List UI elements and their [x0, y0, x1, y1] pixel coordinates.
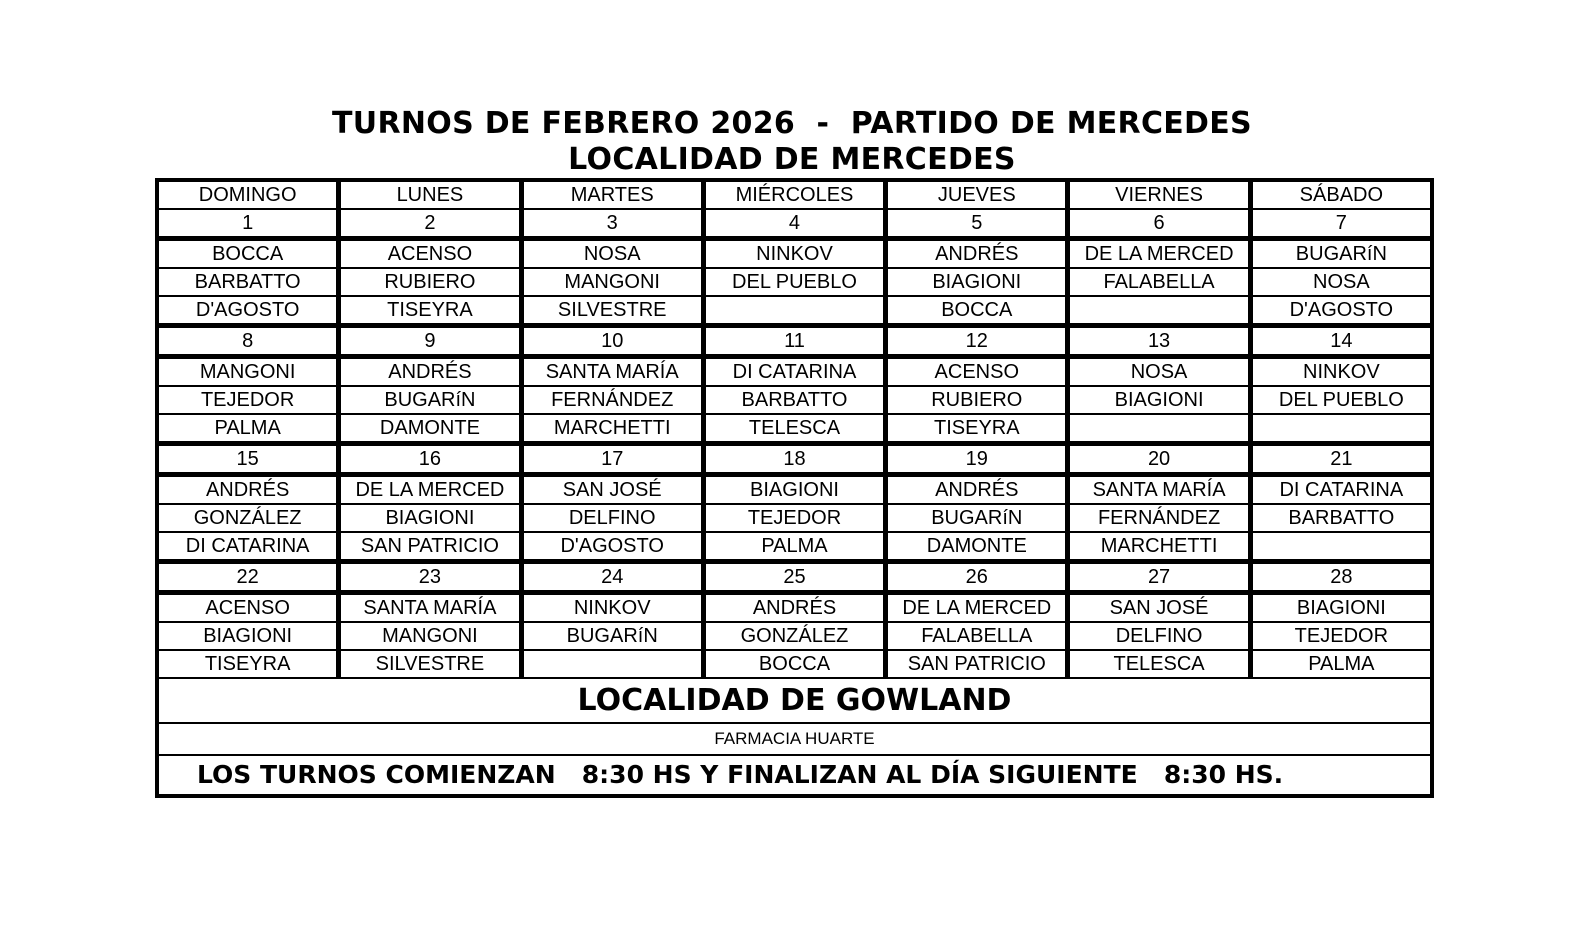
day-column	[341, 182, 518, 677]
date-cell: 19	[888, 446, 1065, 472]
pharmacy-cell: DE LA MERCED	[888, 595, 1065, 621]
pharmacy-cell: NINKOV	[706, 241, 883, 267]
pharmacy-cell: MARCHETTI	[1070, 533, 1247, 559]
pharmacy-cell: MANGONI	[341, 623, 518, 649]
pharmacy-cell: TELESCA	[706, 415, 883, 441]
date-cell: 20	[1070, 446, 1247, 472]
pharmacy-cell: BIAGIONI	[341, 505, 518, 531]
date-cell: 21	[1253, 446, 1430, 472]
pharmacy-cell: BIAGIONI	[1253, 595, 1430, 621]
date-cell: 3	[524, 210, 701, 236]
pharmacy-cell: ANDRÉS	[888, 241, 1065, 267]
pharmacy-cell: BOCCA	[706, 651, 883, 677]
pharmacy-cell: GONZÁLEZ	[706, 623, 883, 649]
pharmacy-cell: FALABELLA	[888, 623, 1065, 649]
pharmacy-cell: ACENSO	[888, 359, 1065, 385]
pharmacy-cell: SILVESTRE	[341, 651, 518, 677]
pharmacy-cell: ANDRÉS	[706, 595, 883, 621]
day-column	[159, 182, 336, 677]
pharmacy-cell: SANTA MARÍA	[1070, 477, 1247, 503]
pharmacy-cell: DE LA MERCED	[1070, 241, 1247, 267]
pharmacy-cell: DE LA MERCED	[341, 477, 518, 503]
pharmacy-cell: ACENSO	[159, 595, 336, 621]
pharmacy-cell: D'AGOSTO	[524, 533, 701, 559]
pharmacy-cell	[1070, 297, 1247, 323]
pharmacy-cell: BUGARíN	[341, 387, 518, 413]
day-header: DOMINGO	[159, 182, 336, 208]
pharmacy-cell: NOSA	[1070, 359, 1247, 385]
date-cell: 28	[1253, 564, 1430, 590]
gowland-heading: LOCALIDAD DE GOWLAND	[159, 679, 1430, 722]
day-header: MIÉRCOLES	[706, 182, 883, 208]
date-cell: 27	[1070, 564, 1247, 590]
pharmacy-cell: SANTA MARÍA	[524, 359, 701, 385]
day-column	[1070, 182, 1247, 677]
date-cell: 6	[1070, 210, 1247, 236]
pharmacy-cell: ANDRÉS	[888, 477, 1065, 503]
date-cell: 10	[524, 328, 701, 354]
pharmacy-cell: MARCHETTI	[524, 415, 701, 441]
date-cell: 14	[1253, 328, 1430, 354]
pharmacy-cell: SANTA MARÍA	[341, 595, 518, 621]
date-cell: 9	[341, 328, 518, 354]
pharmacy-cell: BIAGIONI	[888, 269, 1065, 295]
date-cell: 2	[341, 210, 518, 236]
pharmacy-cell: DELFINO	[1070, 623, 1247, 649]
pharmacy-cell: BARBATTO	[1253, 505, 1430, 531]
pharmacy-cell: BUGARíN	[888, 505, 1065, 531]
date-cell: 5	[888, 210, 1065, 236]
pharmacy-cell	[1253, 415, 1430, 441]
day-column	[1253, 182, 1430, 677]
pharmacy-cell: DI CATARINA	[1253, 477, 1430, 503]
pharmacy-cell: BIAGIONI	[159, 623, 336, 649]
pharmacy-cell: FERNÁNDEZ	[1070, 505, 1247, 531]
page-title: TURNOS DE FEBRERO 2026 - PARTIDO DE MERCEDES	[332, 106, 1252, 141]
date-cell: 11	[706, 328, 883, 354]
pharmacy-cell: ACENSO	[341, 241, 518, 267]
pharmacy-cell: DEL PUEBLO	[1253, 387, 1430, 413]
pharmacy-cell: BIAGIONI	[1070, 387, 1247, 413]
schedule-table	[155, 178, 1434, 798]
pharmacy-cell: BOCCA	[159, 241, 336, 267]
pharmacy-cell: PALMA	[159, 415, 336, 441]
pharmacy-cell: ANDRÉS	[159, 477, 336, 503]
pharmacy-cell: BUGARíN	[524, 623, 701, 649]
day-header: SÁBADO	[1253, 182, 1430, 208]
pharmacy-cell: TISEYRA	[888, 415, 1065, 441]
date-cell: 4	[706, 210, 883, 236]
pharmacy-cell: BIAGIONI	[706, 477, 883, 503]
page-subtitle: LOCALIDAD DE MERCEDES	[568, 142, 1016, 177]
pharmacy-cell: DELFINO	[524, 505, 701, 531]
pharmacy-cell	[524, 651, 701, 677]
day-header: MARTES	[524, 182, 701, 208]
pharmacy-cell: MANGONI	[159, 359, 336, 385]
pharmacy-cell: BOCCA	[888, 297, 1065, 323]
date-cell: 1	[159, 210, 336, 236]
date-cell: 8	[159, 328, 336, 354]
pharmacy-cell: NOSA	[1253, 269, 1430, 295]
pharmacy-cell: PALMA	[706, 533, 883, 559]
day-column	[524, 182, 701, 677]
day-column	[706, 182, 883, 677]
calendar-grid	[159, 182, 1430, 677]
pharmacy-cell: FERNÁNDEZ	[524, 387, 701, 413]
pharmacy-cell: TELESCA	[1070, 651, 1247, 677]
date-cell: 12	[888, 328, 1065, 354]
pharmacy-cell	[706, 297, 883, 323]
pharmacy-cell: BARBATTO	[706, 387, 883, 413]
pharmacy-cell: NINKOV	[524, 595, 701, 621]
pharmacy-cell: PALMA	[1253, 651, 1430, 677]
date-cell: 26	[888, 564, 1065, 590]
date-cell: 17	[524, 446, 701, 472]
pharmacy-cell: TEJEDOR	[159, 387, 336, 413]
date-cell: 16	[341, 446, 518, 472]
pharmacy-cell: SAN JOSÉ	[524, 477, 701, 503]
pharmacy-cell: SAN PATRICIO	[888, 651, 1065, 677]
date-cell: 18	[706, 446, 883, 472]
pharmacy-cell: MANGONI	[524, 269, 701, 295]
pharmacy-cell: DAMONTE	[888, 533, 1065, 559]
pharmacy-cell	[1253, 533, 1430, 559]
day-header: LUNES	[341, 182, 518, 208]
pharmacy-cell: NOSA	[524, 241, 701, 267]
pharmacy-cell: RUBIERO	[888, 387, 1065, 413]
date-cell: 25	[706, 564, 883, 590]
day-column	[888, 182, 1065, 677]
pharmacy-cell	[1070, 415, 1247, 441]
pharmacy-cell: DI CATARINA	[706, 359, 883, 385]
pharmacy-cell: FALABELLA	[1070, 269, 1247, 295]
pharmacy-cell: DI CATARINA	[159, 533, 336, 559]
pharmacy-cell: DAMONTE	[341, 415, 518, 441]
date-cell: 24	[524, 564, 701, 590]
pharmacy-cell: TISEYRA	[159, 651, 336, 677]
pharmacy-cell: D'AGOSTO	[159, 297, 336, 323]
pharmacy-cell: SAN PATRICIO	[341, 533, 518, 559]
gowland-pharmacy: FARMACIA HUARTE	[159, 724, 1430, 754]
pharmacy-cell: RUBIERO	[341, 269, 518, 295]
pharmacy-cell: DEL PUEBLO	[706, 269, 883, 295]
day-header: VIERNES	[1070, 182, 1247, 208]
pharmacy-cell: NINKOV	[1253, 359, 1430, 385]
day-header: JUEVES	[888, 182, 1065, 208]
pharmacy-cell: BARBATTO	[159, 269, 336, 295]
date-cell: 23	[341, 564, 518, 590]
pharmacy-cell: SILVESTRE	[524, 297, 701, 323]
pharmacy-cell: D'AGOSTO	[1253, 297, 1430, 323]
date-cell: 7	[1253, 210, 1430, 236]
pharmacy-cell: TEJEDOR	[1253, 623, 1430, 649]
pharmacy-cell: SAN JOSÉ	[1070, 595, 1247, 621]
pharmacy-cell: TISEYRA	[341, 297, 518, 323]
date-cell: 15	[159, 446, 336, 472]
hours-note: LOS TURNOS COMIENZAN 8:30 HS Y FINALIZAN AL DÍA SIGUIENTE 8:30 HS.	[159, 756, 1430, 794]
pharmacy-cell: BUGARíN	[1253, 241, 1430, 267]
date-cell: 13	[1070, 328, 1247, 354]
pharmacy-cell: TEJEDOR	[706, 505, 883, 531]
pharmacy-cell: ANDRÉS	[341, 359, 518, 385]
date-cell: 22	[159, 564, 336, 590]
pharmacy-cell: GONZÁLEZ	[159, 505, 336, 531]
